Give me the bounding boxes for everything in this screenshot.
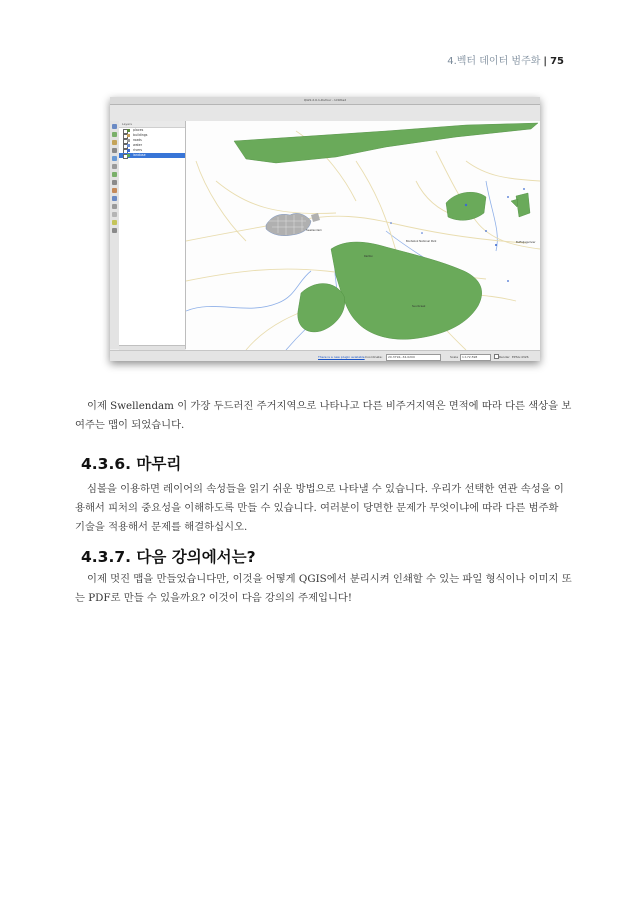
layer-symbol-icon	[127, 129, 130, 132]
layers-panel	[119, 121, 186, 349]
paragraph-wrap-up	[75, 480, 565, 537]
window-titlebar	[110, 97, 540, 105]
layer-name: buildings	[133, 133, 148, 137]
layer-symbol-icon	[127, 139, 130, 142]
map-svg	[186, 121, 540, 350]
paragraph-line: 이제 Swellendam 이 가장 두드러진 주거지역으로 나타나고 다른 비주거지역은 면적에 따라 다른 색상을 보	[87, 400, 572, 412]
paragraph-line: 심볼을 이용하면 레이어의 속성들을 읽기 쉬운 방법으로 나타낼 수 있습니다. 우리가 선택한 연관 속성을 이	[87, 483, 564, 495]
layer-name: places	[133, 128, 144, 132]
map-label-railton: Railton	[364, 255, 374, 258]
scale-field[interactable]: 1:172,598	[460, 354, 491, 361]
layer-symbol-icon	[127, 134, 130, 137]
layer-name: rivers	[133, 148, 143, 152]
header-separator: |	[543, 56, 548, 67]
landuse-east-patch-2	[511, 199, 518, 207]
layer-list	[119, 128, 185, 158]
map-label-suurbraak: Suurbraak	[412, 305, 426, 308]
map-label-buffeljagsrivier: Buffeljagsrivier	[516, 241, 536, 244]
coordinate-field[interactable]: 20.3792,-34.0200	[386, 354, 441, 361]
coordinate-label: Coordinate:	[365, 354, 383, 359]
paragraph-next-lesson	[75, 570, 572, 608]
page-number: 75	[550, 56, 564, 67]
layer-name: roads	[133, 138, 142, 142]
map-label-swellendam: Swellendam	[306, 229, 322, 232]
landuse-east-patch	[516, 193, 530, 217]
status-bar	[110, 350, 540, 361]
layer-symbol-icon	[127, 154, 130, 157]
layer-item-landuse[interactable]	[119, 153, 185, 158]
render-label: Render	[499, 354, 510, 359]
section-heading-next-lesson: 4.3.7. 다음 강의에서는?	[81, 548, 256, 566]
qgis-screenshot	[110, 97, 540, 361]
paragraph-line: 이제 멋진 맵을 만들었습니다만, 이것을 어떻게 QGIS에서 분리시켜 인쇄할 수 있는 파일 형식이나 이미지 또	[87, 573, 572, 585]
landuse-bontebok-park	[446, 192, 486, 220]
plugin-available-link[interactable]: There is a new plugin available	[318, 354, 365, 359]
layer-name: water	[133, 143, 143, 147]
chapter-title: 4.벡터 데이터 범주화	[447, 56, 541, 67]
paragraph-line: 용해서 피처의 중요성을 이해하도록 만들 수 있습니다. 여러분이 당면한 문제가 무엇이냐에 따라 다른 범주화	[75, 502, 559, 514]
landuse-southwest-block	[298, 284, 345, 332]
scale-label: Scale	[450, 354, 459, 359]
section-heading-wrap-up: 4.3.6. 마무리	[81, 455, 182, 473]
running-header	[447, 52, 564, 67]
map-label-bontebok: Bontebok National Park	[406, 240, 437, 243]
landuse-southern-block	[331, 242, 482, 339]
paragraph-line: 는 PDF로 만들 수 있을까요? 이것이 다음 강의의 주제입니다!	[75, 592, 352, 604]
paragraph-result	[75, 397, 572, 435]
landuse-northern-range	[234, 123, 538, 163]
crs-label[interactable]: EPSG:4326	[512, 354, 529, 359]
layer-symbol-icon	[127, 144, 130, 147]
window-title: QGIS 2.0.1-Dufour - Untitled	[303, 98, 347, 102]
paragraph-line: 여주는 맵이 되었습니다.	[75, 419, 185, 431]
layer-name: landuse	[133, 153, 146, 157]
layers-panel-title: Layers	[119, 121, 185, 128]
layer-symbol-icon	[127, 149, 130, 152]
paragraph-line: 기술을 적용해서 문제를 해결하십시오.	[75, 521, 248, 533]
map-canvas[interactable]	[186, 121, 540, 350]
swellendam-town	[266, 213, 320, 236]
